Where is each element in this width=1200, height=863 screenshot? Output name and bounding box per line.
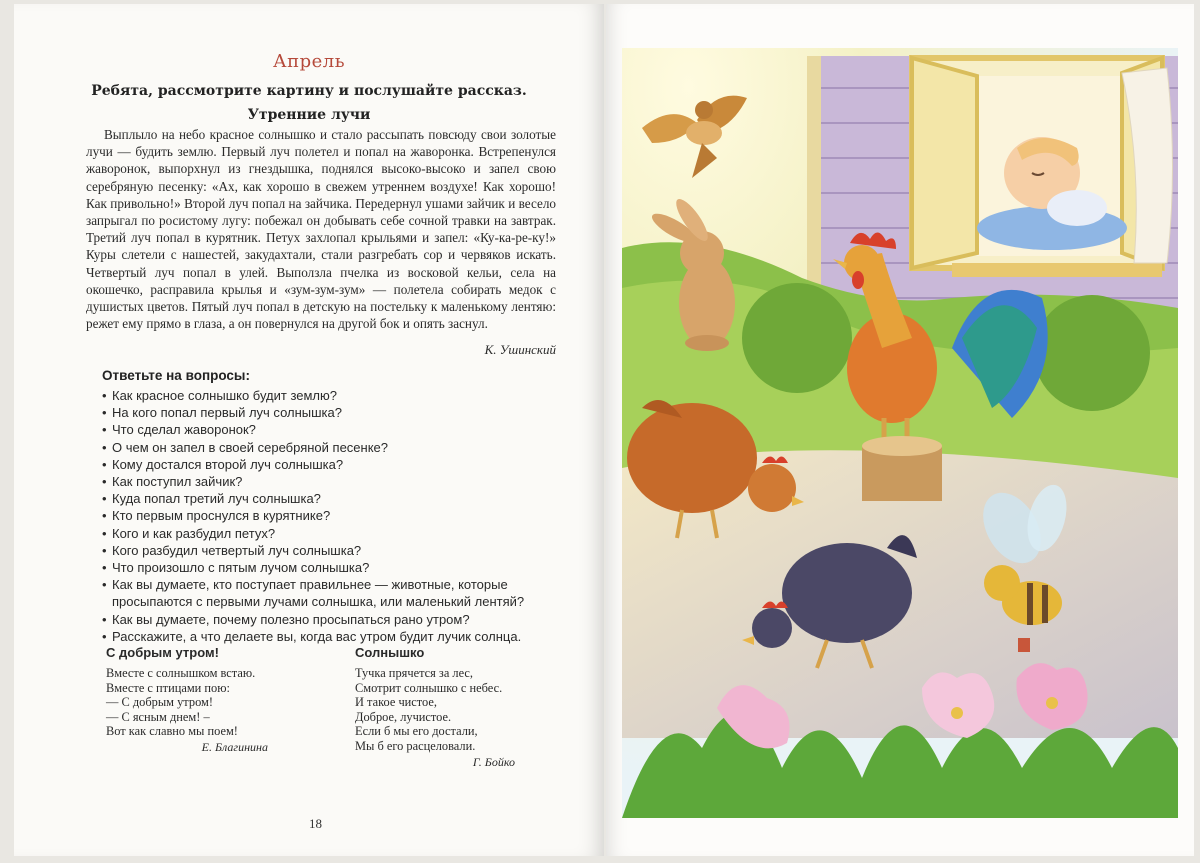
- questions-list: [102, 387, 562, 645]
- question-item: • Что произошло с пятым лучом солнышка?: [102, 559, 562, 576]
- story-text: [86, 126, 556, 332]
- poem-line: И такое чистое,: [355, 695, 438, 710]
- question-item: • Кого разбудил четвертый луч солнышка?: [102, 542, 562, 559]
- question-item: • На кого попал первый луч солнышка?: [102, 404, 562, 421]
- poem-line: — С добрым утром!: [106, 695, 213, 710]
- question-item: • Кого и как разбудил петух?: [102, 525, 562, 542]
- question-item: • Как вы думаете, почему полезно просыпаться рано утром?: [102, 611, 562, 628]
- story-title: Утренние лучи: [247, 107, 371, 123]
- bush: [742, 283, 852, 393]
- page-title: Апрель: [272, 51, 346, 72]
- poem-line: — С ясным днем! –: [106, 709, 210, 724]
- tree-stump: [862, 436, 942, 501]
- question-item: • Как поступил зайчик?: [102, 473, 562, 490]
- poem-line: Мы б его расцеловали.: [355, 738, 476, 753]
- poem-line: Вместе с солнышком встаю.: [106, 666, 256, 680]
- poem-author: Г. Бойко: [472, 754, 515, 769]
- question-item: • Куда попал третий луч солнышка?: [102, 490, 562, 507]
- question-item: • Что сделал жаворонок?: [102, 421, 562, 438]
- poem-line: Смотрит солнышко с небес.: [355, 680, 503, 695]
- poem-line: Тучка прячется за лес,: [355, 666, 474, 680]
- question-item: • Расскажите, а что делаете вы, когда вас утром будит лучик солнца.: [102, 628, 562, 645]
- poem-line: Вместе с птицами пою:: [106, 680, 230, 695]
- poem-line: Вот как славно мы поем!: [106, 724, 238, 739]
- question-item: • Кто первым проснулся в курятнике?: [102, 507, 562, 524]
- farmyard-illustration: [622, 48, 1178, 818]
- questions-heading: Ответьте на вопросы:: [102, 368, 250, 383]
- poem-title: Солнышко: [355, 645, 425, 660]
- question-item: • Как вы думаете, кто поступает правильнее — животные, которые просыпаются с первыми лучами солнышка, или маленький лентяй?: [102, 576, 562, 610]
- window: [912, 58, 1173, 277]
- question-item: • Кому достался второй луч солнышка?: [102, 456, 562, 473]
- right-page: [606, 4, 1194, 856]
- bush: [1034, 295, 1150, 411]
- page-number: 18: [309, 816, 322, 831]
- story-paragraph: Выплыло на небо красное солнышко и стало рассыпать повсюду свои золотые лучи — будить землю. Первый луч полетел и попал на жаворонка. Встрепенулся жаворонок, выпорхнул из гнездышка, поднялся высоко-высоко и запел свою серебряную песенку: «Ах, как хорошо в свежем утреннем воздухе! Как хорошо! Как привольно!» Второй луч попал на зайчика. Передернул ушами зайчик и весело запрыгал по росистому лугу: побежал он добывать себе сочной травки на завтрак. Третий луч попал в курятник. Петух захлопал крыльями и запел: «Ку-ка-ре-ку!» Куры слетели с нашестей, закудахтали, стали разгребать сор и червяков искать. Четвертый луч попал в улей. Выползла пчелка из восковой кельи, села на окошечко, расправила крылья и «зум-зум-зум» — полетела собирать медок с душистых цветов. Пятый луч попал в детскую на постельку к маленькому лентяю: режет ему прямо в глаза, а он повернулся на другой бок и опять заснул.: [86, 127, 556, 332]
- poem-author: Е. Благинина: [201, 739, 268, 754]
- poem-sunshine: [355, 645, 515, 770]
- poem-good-morning: [106, 645, 268, 755]
- instruction-subtitle: Ребята, рассмотрите картину и послушайте рассказ.: [91, 83, 527, 99]
- left-page: [14, 4, 604, 856]
- question-item: • О чем он запел в своей серебряной песенке?: [102, 439, 562, 456]
- poem-title: С добрым утром!: [106, 645, 219, 660]
- poem-line: Доброе, лучистое.: [355, 709, 452, 724]
- story-author: К. Ушинский: [484, 342, 556, 357]
- poem-line: Если б мы его достали,: [355, 724, 478, 739]
- question-item: • Как красное солнышко будит землю?: [102, 387, 562, 404]
